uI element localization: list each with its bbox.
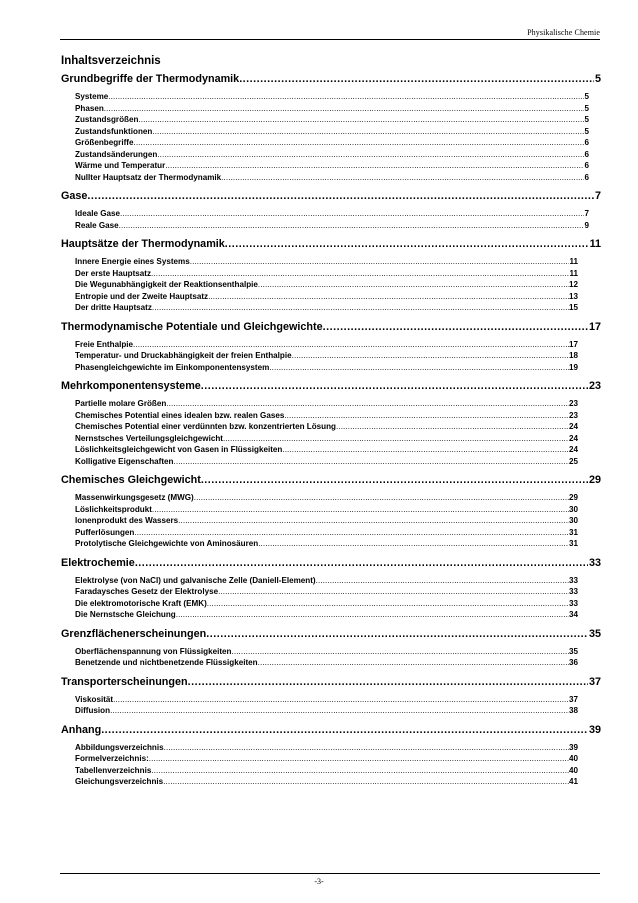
subsection-title: Elektrolyse (von NaCl) und galvanische Zelle (Daniell-Element) bbox=[75, 575, 316, 585]
subsection-title: Der dritte Hauptsatz bbox=[75, 303, 152, 312]
page-number: -3- bbox=[314, 877, 324, 886]
subsection-page-number: 9 bbox=[584, 220, 589, 230]
subsection-title: Phasengleichgewichte im Einkomponentensystem bbox=[75, 362, 270, 372]
chapter-title: Grundbegriffe der Thermodynamik bbox=[61, 73, 240, 85]
leader-dots bbox=[174, 456, 569, 468]
subsection-page-number: 11 bbox=[569, 268, 578, 278]
subsection-title: Ionenprodukt des Wassers bbox=[75, 516, 179, 525]
subsection-page-number: 5 bbox=[584, 126, 589, 136]
toc-subsection-entry[interactable] bbox=[61, 149, 589, 161]
leader-dots bbox=[190, 256, 570, 268]
leader-dots bbox=[218, 586, 569, 598]
chapter-title: Grenzflächenerscheinungen bbox=[61, 627, 207, 640]
toc-chapter-entry[interactable] bbox=[61, 73, 601, 87]
leader-dots bbox=[258, 279, 569, 291]
subsection-title: Ideale Gase bbox=[75, 209, 120, 218]
subsection-page-number: 5 bbox=[584, 92, 589, 101]
chapter-page-number: 33 bbox=[588, 556, 601, 569]
toc-subsection-entry[interactable] bbox=[61, 515, 578, 527]
subsection-title: Faradaysches Gesetz der Elektrolyse bbox=[75, 587, 219, 596]
subsection-title: Die Nernstsche Gleichung bbox=[75, 610, 176, 619]
leader-dots bbox=[232, 646, 569, 658]
subsection-title: Freie Enthalpie bbox=[75, 339, 134, 349]
toc-section bbox=[61, 676, 601, 717]
subsection-title: Nullter Hauptsatz der Thermodynamik bbox=[75, 172, 222, 182]
toc-chapter-entry[interactable] bbox=[61, 380, 601, 394]
toc-subsection-entry[interactable] bbox=[61, 433, 578, 445]
leader-dots bbox=[178, 515, 569, 527]
toc-section bbox=[61, 380, 601, 467]
subsection-page-number: 41 bbox=[568, 777, 578, 786]
header-rule bbox=[60, 39, 600, 40]
subsection-page-number: 33 bbox=[568, 587, 578, 596]
leader-dots bbox=[138, 114, 584, 126]
toc-subsection-list bbox=[61, 575, 601, 621]
subsection-page-number: 24 bbox=[568, 422, 578, 431]
leader-dots bbox=[134, 527, 569, 539]
leader-dots bbox=[206, 628, 588, 640]
toc-subsection-entry[interactable] bbox=[61, 492, 578, 504]
subsection-page-number: 30 bbox=[568, 516, 578, 525]
toc-chapter-entry[interactable] bbox=[61, 474, 601, 488]
subsection-title: Löslichkeitsprodukt bbox=[75, 504, 152, 514]
subsection-page-number: 30 bbox=[568, 504, 578, 514]
toc-subsection-entry[interactable] bbox=[61, 753, 578, 765]
toc-subsection-entry[interactable] bbox=[61, 208, 589, 220]
toc-subsection-entry[interactable] bbox=[61, 646, 578, 658]
toc-subsection-entry[interactable] bbox=[61, 256, 578, 268]
subsection-page-number: 17 bbox=[568, 339, 578, 349]
toc-subsection-entry[interactable] bbox=[61, 410, 578, 422]
subsection-title: Die Wegunabhängigkeit der Reaktionsenthalpie bbox=[75, 280, 258, 289]
leader-dots bbox=[166, 398, 569, 410]
toc-subsection-entry[interactable] bbox=[61, 279, 578, 291]
leader-dots bbox=[165, 160, 584, 172]
subsection-title: Massenwirkungsgesetz (MWG) bbox=[75, 493, 194, 502]
subsection-title: Größenbegriffe bbox=[75, 138, 134, 147]
toc-subsection-entry[interactable] bbox=[61, 302, 578, 314]
toc-subsection-entry[interactable] bbox=[61, 91, 589, 103]
subsection-page-number: 18 bbox=[568, 351, 578, 360]
leader-dots bbox=[223, 433, 569, 445]
toc-subsection-entry[interactable] bbox=[61, 609, 578, 621]
leader-dots bbox=[258, 657, 569, 669]
footer-rule bbox=[60, 873, 600, 874]
subsection-page-number: 39 bbox=[568, 742, 578, 752]
subsection-page-number: 33 bbox=[568, 575, 578, 585]
subsection-title: Kolligative Eigenschaften bbox=[75, 456, 174, 466]
chapter-page-number: 35 bbox=[588, 627, 601, 640]
subsection-page-number: 35 bbox=[568, 646, 578, 656]
subsection-title: Zustandsänderungen bbox=[75, 149, 158, 159]
leader-dots bbox=[87, 190, 594, 202]
subsection-page-number: 5 bbox=[584, 103, 589, 113]
toc-subsection-entry[interactable] bbox=[61, 114, 589, 126]
subsection-title: Löslichkeitsgleichgewicht von Gasen in Flüssigkeiten bbox=[75, 445, 283, 454]
subsection-page-number: 31 bbox=[568, 539, 578, 548]
subsection-title: Diffusion bbox=[75, 706, 111, 715]
leader-dots bbox=[104, 103, 585, 115]
leader-dots bbox=[284, 410, 569, 422]
subsection-title: Oberflächenspannung von Flüssigkeiten bbox=[75, 646, 232, 656]
subsection-title: Reale Gase bbox=[75, 220, 119, 230]
toc-chapter-entry[interactable] bbox=[61, 628, 601, 642]
leader-dots bbox=[151, 765, 569, 777]
toc-subsection-entry[interactable] bbox=[61, 398, 578, 410]
chapter-title: Transporterscheinungen bbox=[61, 675, 188, 688]
leader-dots bbox=[157, 149, 584, 161]
chapter-page-number: 23 bbox=[588, 380, 601, 392]
leader-dots bbox=[108, 91, 584, 103]
toc-subsection-entry[interactable] bbox=[61, 657, 578, 669]
chapter-page-number: 11 bbox=[589, 238, 601, 250]
subsection-page-number: 15 bbox=[568, 303, 578, 312]
subsection-page-number: 6 bbox=[584, 138, 589, 147]
subsection-page-number: 11 bbox=[569, 257, 578, 266]
subsection-title: Abbildungsverzeichnis bbox=[75, 742, 164, 752]
subsection-title: Nernstsches Verteilungsgleichgewicht bbox=[75, 433, 223, 443]
subsection-title: Entropie und der Zweite Hauptsatz bbox=[75, 291, 209, 301]
chapter-title: Gase bbox=[61, 190, 88, 202]
leader-dots bbox=[149, 753, 569, 765]
table-of-contents bbox=[61, 71, 601, 795]
subsection-title: Gleichungsverzeichnis bbox=[75, 777, 164, 786]
subsection-title: Formelverzeichnis: bbox=[75, 754, 149, 763]
leader-dots bbox=[120, 208, 584, 220]
leader-dots bbox=[269, 362, 569, 374]
leader-dots bbox=[152, 126, 584, 138]
subsection-page-number: 6 bbox=[584, 149, 589, 159]
chapter-title: Anhang bbox=[61, 723, 102, 736]
leader-dots bbox=[113, 694, 569, 706]
toc-subsection-list bbox=[61, 742, 601, 788]
chapter-title: Elektrochemie bbox=[61, 556, 135, 569]
subsection-page-number: 38 bbox=[568, 706, 578, 715]
toc-subsection-entry[interactable] bbox=[61, 339, 578, 351]
leader-dots bbox=[133, 137, 584, 149]
subsection-page-number: 40 bbox=[568, 754, 578, 763]
subsection-page-number: 23 bbox=[568, 410, 578, 420]
subsection-page-number: 37 bbox=[568, 694, 578, 704]
subsection-title: Phasen bbox=[75, 103, 104, 113]
toc-subsection-list bbox=[61, 91, 601, 183]
leader-dots bbox=[110, 705, 569, 717]
subsection-page-number: 13 bbox=[568, 291, 578, 301]
toc-subsection-entry[interactable] bbox=[61, 160, 589, 172]
toc-subsection-entry[interactable] bbox=[61, 598, 578, 610]
leader-dots bbox=[316, 575, 569, 587]
subsection-page-number: 31 bbox=[568, 527, 578, 537]
subsection-page-number: 25 bbox=[568, 456, 578, 466]
subsection-title: Benetzende und nichtbenetzende Flüssigkeiten bbox=[75, 658, 258, 667]
toc-subsection-entry[interactable] bbox=[61, 575, 578, 587]
leader-dots bbox=[152, 302, 569, 314]
toc-title: Inhaltsverzeichnis bbox=[61, 55, 161, 67]
subsection-title: Zustandsgrößen bbox=[75, 115, 139, 124]
leader-dots bbox=[201, 380, 588, 392]
leader-dots bbox=[225, 238, 589, 250]
chapter-page-number: 29 bbox=[588, 474, 601, 486]
chapter-page-number: 5 bbox=[594, 73, 601, 85]
chapter-title: Thermodynamische Potentiale und Gleichgewichte bbox=[61, 320, 323, 333]
chapter-page-number: 37 bbox=[588, 675, 601, 688]
subsection-page-number: 12 bbox=[568, 280, 578, 289]
leader-dots bbox=[164, 742, 569, 754]
subsection-title: Zustandsfunktionen bbox=[75, 126, 153, 136]
subsection-title: Die elektromotorische Kraft (EMK) bbox=[75, 598, 207, 608]
toc-chapter-entry[interactable] bbox=[61, 190, 601, 204]
leader-dots bbox=[336, 421, 569, 433]
toc-chapter-entry[interactable] bbox=[61, 724, 601, 738]
subsection-page-number: 19 bbox=[568, 362, 578, 372]
toc-section bbox=[61, 321, 601, 374]
toc-subsection-entry[interactable] bbox=[61, 538, 578, 550]
toc-subsection-list bbox=[61, 492, 601, 550]
toc-subsection-entry[interactable] bbox=[61, 103, 589, 115]
toc-subsection-entry[interactable] bbox=[61, 172, 589, 184]
leader-dots bbox=[207, 598, 569, 610]
toc-subsection-list bbox=[61, 694, 601, 717]
leader-dots bbox=[135, 557, 588, 569]
subsection-title: Pufferlösungen bbox=[75, 527, 135, 537]
subsection-title: Protolytische Gleichgewichte von Aminosäuren bbox=[75, 539, 259, 548]
leader-dots bbox=[163, 776, 569, 788]
toc-chapter-entry[interactable] bbox=[61, 676, 601, 690]
toc-subsection-entry[interactable] bbox=[61, 742, 578, 754]
toc-section bbox=[61, 724, 601, 788]
subsection-title: Innere Energie eines Systems bbox=[75, 257, 190, 266]
toc-section bbox=[61, 73, 601, 183]
toc-subsection-entry[interactable] bbox=[61, 444, 578, 456]
toc-subsection-entry[interactable] bbox=[61, 291, 578, 303]
subsection-title: Tabellenverzeichnis bbox=[75, 765, 152, 775]
toc-subsection-entry[interactable] bbox=[61, 456, 578, 468]
toc-subsection-entry[interactable] bbox=[61, 126, 589, 138]
toc-section bbox=[61, 474, 601, 550]
leader-dots bbox=[239, 73, 594, 85]
leader-dots bbox=[292, 350, 569, 362]
leader-dots bbox=[258, 538, 569, 550]
toc-subsection-entry[interactable] bbox=[61, 586, 578, 598]
subsection-page-number: 29 bbox=[568, 493, 578, 502]
subsection-page-number: 23 bbox=[568, 399, 578, 408]
toc-subsection-list bbox=[61, 256, 601, 314]
subsection-page-number: 34 bbox=[568, 610, 578, 619]
subsection-page-number: 24 bbox=[568, 445, 578, 454]
subsection-page-number: 6 bbox=[584, 161, 589, 170]
toc-section bbox=[61, 557, 601, 621]
chapter-page-number: 17 bbox=[588, 320, 601, 333]
toc-subsection-entry[interactable] bbox=[61, 268, 578, 280]
chapter-page-number: 39 bbox=[588, 723, 601, 736]
subsection-title: Systeme bbox=[75, 92, 109, 101]
toc-subsection-entry[interactable] bbox=[61, 765, 578, 777]
toc-subsection-list bbox=[61, 398, 601, 467]
toc-subsection-entry[interactable] bbox=[61, 527, 578, 539]
leader-dots bbox=[152, 504, 569, 516]
leader-dots bbox=[194, 492, 569, 504]
leader-dots bbox=[282, 444, 569, 456]
chapter-title: Chemisches Gleichgewicht bbox=[61, 474, 201, 486]
leader-dots bbox=[119, 220, 585, 232]
leader-dots bbox=[101, 724, 588, 736]
toc-chapter-entry[interactable] bbox=[61, 238, 601, 252]
toc-subsection-entry[interactable] bbox=[61, 421, 578, 433]
subsection-title: Chemisches Potential eines idealen bzw. realen Gases bbox=[75, 410, 285, 420]
subsection-title: Viskosität bbox=[75, 694, 114, 704]
toc-subsection-entry[interactable] bbox=[61, 705, 578, 717]
leader-dots bbox=[323, 321, 588, 333]
leader-dots bbox=[221, 172, 584, 184]
toc-subsection-entry[interactable] bbox=[61, 137, 589, 149]
toc-subsection-list bbox=[61, 339, 601, 374]
subsection-page-number: 6 bbox=[584, 172, 589, 182]
toc-subsection-entry[interactable] bbox=[61, 362, 578, 374]
subsection-page-number: 24 bbox=[568, 433, 578, 443]
subsection-page-number: 33 bbox=[568, 598, 578, 608]
toc-chapter-entry[interactable] bbox=[61, 321, 601, 335]
chapter-title: Mehrkomponentensysteme bbox=[61, 380, 201, 392]
subsection-page-number: 40 bbox=[568, 765, 578, 775]
toc-subsection-entry[interactable] bbox=[61, 776, 578, 788]
toc-subsection-entry[interactable] bbox=[61, 694, 578, 706]
toc-chapter-entry[interactable] bbox=[61, 557, 601, 571]
leader-dots bbox=[188, 676, 588, 688]
subsection-title: Partielle molare Größen bbox=[75, 399, 167, 408]
toc-subsection-list bbox=[61, 208, 601, 231]
toc-subsection-list bbox=[61, 646, 601, 669]
toc-section bbox=[61, 628, 601, 669]
leader-dots bbox=[151, 268, 569, 280]
subsection-title: Temperatur- und Druckabhängigkeit der freien Enthalpie bbox=[75, 351, 292, 360]
leader-dots bbox=[176, 609, 569, 621]
toc-subsection-entry[interactable] bbox=[61, 504, 578, 516]
chapter-page-number: 7 bbox=[594, 190, 601, 202]
subsection-title: Wärme und Temperatur bbox=[75, 161, 166, 170]
chapter-title: Hauptsätze der Thermodynamik bbox=[61, 238, 225, 250]
subsection-page-number: 5 bbox=[584, 115, 589, 124]
leader-dots bbox=[133, 339, 569, 351]
subsection-page-number: 36 bbox=[568, 658, 578, 667]
subsection-page-number: 7 bbox=[584, 209, 589, 218]
leader-dots bbox=[201, 474, 588, 486]
toc-subsection-entry[interactable] bbox=[61, 220, 589, 232]
toc-section bbox=[61, 238, 601, 314]
subsection-title: Chemisches Potential einer verdünnten bzw. konzentrierten Lösung bbox=[75, 422, 336, 431]
leader-dots bbox=[208, 291, 569, 303]
toc-section bbox=[61, 190, 601, 231]
subsection-title: Der erste Hauptsatz bbox=[75, 268, 152, 278]
running-header: Physikalische Chemie bbox=[527, 28, 600, 37]
toc-subsection-entry[interactable] bbox=[61, 350, 578, 362]
